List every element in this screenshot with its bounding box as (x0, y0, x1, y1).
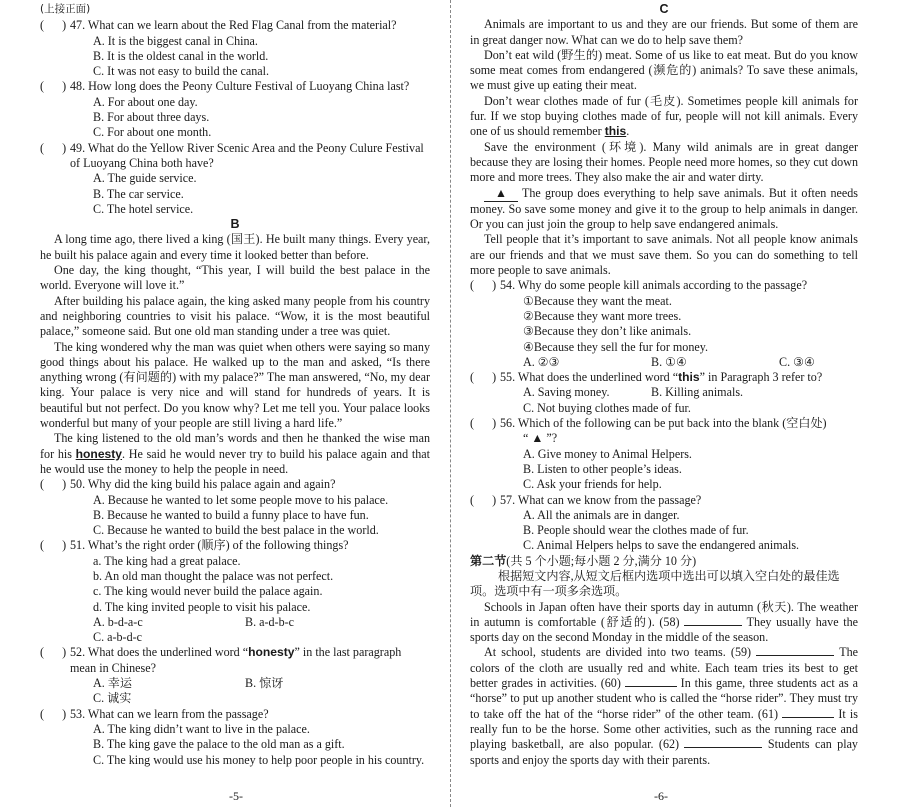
order-item: d. The king invited people to visit his palace. (93, 599, 311, 614)
quoted-word: honesty (248, 645, 295, 660)
question-text: 54. Why do some people kill animals according to the passage? (500, 278, 808, 293)
options-row (40, 676, 430, 691)
reason-item: ①Because they want the meat. (523, 293, 672, 308)
section-2-title: 第二节 (470, 553, 507, 568)
question-text: 56. Which of the following can be put back into the blank (空白处) (500, 416, 827, 431)
text-run: Students can play sports and enjoy the sports day with their parents. (470, 737, 858, 767)
answer-blank[interactable]: ( ) (40, 79, 67, 94)
option-a: A. The guide service. (93, 171, 197, 186)
header-note: (上接正面) (40, 3, 91, 15)
question-text: 51. What’s the right order (顺序) of the following things? (70, 538, 349, 553)
text-run: It is really fun to be the horse. Some other activities, such as the running race and playing basketball, are also popular. (62) (470, 706, 858, 752)
option-a: A. The king didn’t want to live in the palace. (93, 721, 310, 736)
options-row (470, 385, 858, 400)
text-run: 55. What does the underlined word “ (500, 370, 679, 385)
answer-blank-61[interactable] (782, 717, 834, 718)
option-b: B. 惊讶 (245, 676, 284, 691)
option-c: C. It was not easy to build the canal. (93, 64, 269, 79)
reason-item: ②Because they want more trees. (523, 308, 682, 323)
option-b: B. People should wear the clothes made of fur. (523, 523, 749, 538)
passage-b-paragraph: The king wondered why the man was quiet when others were saying so many good things about his palace. He walked up to the man and asked, “Is there anything wrong (有问题的) with my palace?” The man answered, “No, my dear king. Your palace is very nice and will stand for hundreds of years. It is beautiful but not perfect. Do you know why? Let me tell you. Your palace looks wonderful but many of your people are still living a hard life.” (40, 339, 430, 431)
option-b: B. ①④ (651, 354, 687, 369)
answer-blank[interactable]: ( ) (40, 706, 67, 721)
answer-blank[interactable]: ( ) (40, 18, 67, 33)
option-b: B. It is the oldest canal in the world. (93, 48, 269, 63)
option-a: A. Because he wanted to let some people move to his palace. (93, 492, 389, 507)
option-c: C. Because he wanted to build the best palace in the world. (93, 523, 379, 538)
answer-blank-59[interactable] (756, 655, 834, 656)
section-2-heading (470, 554, 858, 569)
question-text: 53. What can we learn from the passage? (70, 706, 269, 721)
passage-c-paragraph: Tell people that it’s important to save animals. Not all people know animals are our friends and that we must save them. So you can do something to tell more people to save animals. (470, 232, 858, 278)
option-a: A. Saving money. (523, 385, 610, 400)
option-a: A. ②③ (523, 354, 560, 369)
underlined-word: this (604, 124, 627, 139)
question-text: 50. Why did the king build his palace again and again? (70, 477, 336, 492)
question-text: 48. How long does the Peony Culture Festival of Luoyang China last? (70, 79, 410, 94)
option-b: B. For about three days. (93, 110, 210, 125)
question-57 (470, 493, 858, 508)
question-56 (470, 416, 858, 431)
order-item: c. The king would never build the palace again. (93, 584, 323, 599)
answer-blank[interactable]: ( ) (470, 416, 497, 431)
answer-blank[interactable]: ( ) (470, 370, 497, 385)
text-run: At school, students are divided into two teams. (59) (484, 645, 757, 660)
question-52 (40, 645, 430, 676)
option-c: C. The king would use his money to help poor people in his country. (93, 752, 425, 767)
page-number-right: -6- (654, 789, 668, 803)
option-a: A. It is the biggest canal in China. (93, 33, 258, 48)
cloze-paragraph (470, 645, 858, 767)
option-a: A. 幸运 (93, 676, 132, 691)
option-b: B. Because he wanted to build a funny place to have fun. (93, 507, 369, 522)
question-50 (40, 477, 430, 492)
section-heading-b: B (230, 217, 240, 232)
option-c: C. a-b-d-c (93, 630, 143, 645)
order-item: a. The king had a great palace. (93, 553, 241, 568)
option-c: C. For about one month. (93, 125, 212, 140)
text-run: The king listened to the old man’s words and then he thanked the wise man for his (40, 431, 430, 461)
passage-c-paragraph (470, 94, 858, 140)
section-2-note: (共 5 个小题;每小题 2 分,满分 10 分) (506, 553, 697, 568)
passage-c-paragraph: Animals are important to us and they are our friends. But some of them are in great danger now. What can we do to help save them? (470, 17, 858, 47)
option-c: C. 诚实 (93, 691, 132, 706)
passage-c-paragraph: Don’t eat wild (野生的) meat. Some of us like to eat meat. But do you know some meat comes from endangered (濒危的) animals? To save these animals, we must give up eating their meat. (470, 47, 858, 93)
question-54 (470, 278, 858, 293)
page-number-left: -5- (229, 789, 243, 803)
passage-c-paragraph: Save the environment (环境). Many wild animals are in great danger because they are losing their homes. People need more homes, so they cut down more and more trees. They also make the air and water dirty. (470, 139, 858, 185)
answer-blank[interactable]: ( ) (40, 538, 67, 553)
option-a: A. Give money to Animal Helpers. (523, 446, 692, 461)
answer-blank[interactable]: ( ) (40, 645, 67, 660)
section-2-instructions: 根据短文内容,从短文后框内选项中选出可以填入空白处的最佳选项。选项中有一项多余选项。 (470, 568, 840, 599)
options-row (470, 355, 858, 370)
blank-marker: ▲ (484, 186, 518, 202)
option-c: C. Not buying clothes made of fur. (523, 400, 691, 415)
option-a: A. All the animals are in danger. (523, 507, 680, 522)
answer-blank[interactable]: ( ) (470, 278, 497, 293)
option-c: C. Ask your friends for help. (523, 477, 662, 492)
option-b: B. The car service. (93, 186, 184, 201)
text-run: In this game, three students act as a “horse” to put up another student who is called the “horse rider”. They must try to take off the hat of the “horse rider” of the other team. (61) (470, 676, 859, 721)
underlined-word: honesty (75, 446, 123, 461)
answer-blank[interactable]: ( ) (40, 140, 67, 155)
question-49 (40, 141, 430, 172)
question-text: 49. What do the Yellow River Scenic Area and the Peony Culure Festival of Luoyang China both have? (70, 140, 424, 170)
order-item: b. An old man thought the palace was not perfect. (93, 568, 334, 583)
right-column (470, 2, 858, 768)
question-55 (470, 370, 858, 385)
passage-b-paragraph: One day, the king thought, “This year, I will build the best palace in the world. Everyone will love it.” (40, 263, 430, 293)
cloze-paragraph (470, 600, 858, 646)
options-row (40, 615, 430, 630)
answer-blank[interactable]: ( ) (40, 477, 67, 492)
text-run: . (626, 124, 630, 139)
text-run: They usually have the sports day on the second Monday in the middle of the season. (470, 614, 858, 645)
question-text (70, 645, 430, 676)
blank-line: “ ▲ ”? (523, 431, 558, 446)
option-a: A. For about one day. (93, 94, 198, 109)
answer-blank-60[interactable] (625, 686, 677, 687)
question-47 (40, 18, 430, 33)
text-run: The colors of the cloth are usually red and white. Each team tries its best to get better grades in activities. (60) (470, 645, 859, 691)
text-run: ” in the last paragraph mean in Chinese? (70, 645, 402, 675)
passage-b-paragraph: A long time ago, there lived a king (国王). He built many things. Every year, he built his palace again and every time it looked better than before. (40, 232, 430, 262)
column-divider (450, 0, 451, 807)
answer-blank-62[interactable] (684, 747, 762, 748)
passage-b-paragraph (40, 431, 430, 477)
passage-b-paragraph: After building his palace again, the king asked many people from his country and neighboring countries to visit his palace. “Wow, it is the most beautiful palace,” someone said. But one old man standing under a tree was quiet. (40, 293, 430, 339)
reason-item: ④Because they sell the fur for money. (523, 339, 709, 354)
option-a: A. b-d-a-c (93, 614, 143, 629)
quoted-word: this (678, 370, 700, 385)
option-b: B. a-d-b-c (245, 614, 295, 629)
question-51 (40, 538, 430, 553)
text-run: Schools in Japan often have their sports day in autumn (秋天). The weather in autumn is comfortable (舒适的). (58) (470, 599, 858, 629)
reason-item: ③Because they don’t like animals. (523, 324, 692, 339)
section-heading-c: C (659, 2, 669, 16)
passage-c-paragraph (470, 186, 858, 233)
text-run: ” in Paragraph 3 refer to? (699, 370, 823, 385)
option-b: B. Killing animals. (651, 385, 744, 400)
question-53 (40, 707, 430, 722)
left-column (40, 2, 430, 768)
option-b: B. The king gave the palace to the old man as a gift. (93, 737, 345, 752)
question-text (500, 370, 858, 385)
answer-blank[interactable]: ( ) (470, 492, 497, 507)
option-c: C. Animal Helpers helps to save the endangered animals. (523, 538, 800, 553)
option-c: C. The hotel service. (93, 201, 194, 216)
answer-blank-58[interactable] (684, 625, 742, 626)
text-run: 52. What does the underlined word “ (70, 645, 249, 660)
text-run: . He said he would never try to build his palace again and that he would use the money to help the people in need. (40, 446, 430, 476)
question-48 (40, 79, 430, 94)
question-text: 57. What can we know from the passage? (500, 492, 702, 507)
text-run: Don’t wear clothes made of fur (毛皮). Sometimes people kill animals for fur. If we stop buying clothes made of fur, people will not kill animals. Every one of us should remember (470, 93, 858, 139)
option-b: B. Listen to other people’s ideas. (523, 461, 682, 476)
question-text: 47. What can we learn about the Red Flag Canal from the material? (70, 18, 397, 33)
text-run: The group does everything to help save animals. But it often needs money. So save some money and give it to the group to help animals in danger. Or you can just join the group to help save endangered animals. (470, 185, 858, 232)
option-c: C. ③④ (779, 354, 815, 369)
